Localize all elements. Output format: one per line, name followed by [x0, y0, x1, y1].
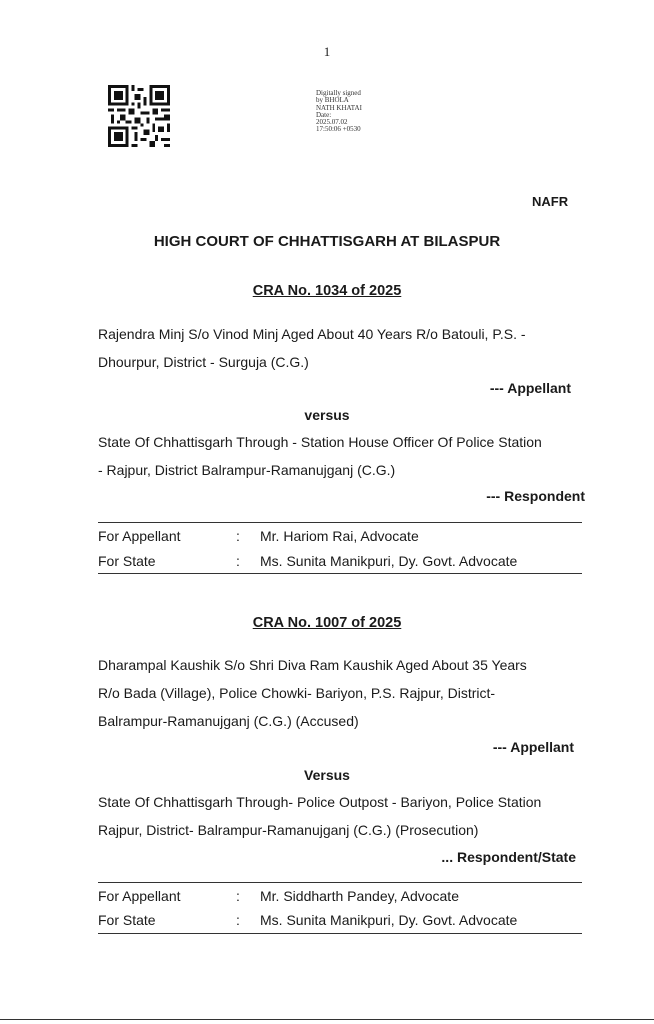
- signature-line: by BHOLA: [316, 96, 349, 105]
- case-title: CRA No. 1007 of 2025: [252, 615, 402, 631]
- counsel-separator: :: [236, 888, 240, 904]
- respondent-line: State Of Chhattisgarh Through- Police Outpost - Bariyon, Police Station: [98, 794, 542, 810]
- appellant-role: --- Appellant: [492, 739, 574, 755]
- signature-line: 2025.07.02: [316, 118, 348, 127]
- divider: [98, 933, 582, 934]
- signature-line: Date:: [316, 110, 332, 119]
- counsel-name: Ms. Sunita Manikpuri, Dy. Govt. Advocate: [260, 553, 518, 569]
- nafr-label: NAFR: [532, 194, 569, 209]
- case-title: CRA No. 1034 of 2025: [252, 283, 402, 299]
- appellant-role: --- Appellant: [489, 380, 571, 396]
- respondent-details: [98, 788, 598, 844]
- divider: [98, 522, 582, 523]
- counsel-name: Mr. Siddharth Pandey, Advocate: [260, 888, 459, 904]
- court-title: HIGH COURT OF CHHATTISGARH AT BILASPUR: [153, 233, 501, 250]
- respondent-line: State Of Chhattisgarh Through - Station House Officer Of Police Station: [98, 434, 542, 450]
- respondent-role: ... Respondent/State: [441, 849, 576, 865]
- counsel-label: For Appellant: [98, 888, 181, 904]
- divider: [98, 573, 582, 574]
- appellant-line: Dharampal Kaushik S/o Shri Diva Ram Kaushik Aged About 35 Years: [98, 657, 527, 673]
- counsel-name: Mr. Hariom Rai, Advocate: [260, 528, 419, 544]
- signature-line: NATH KHATAI: [316, 103, 362, 112]
- counsel-label: For State: [98, 912, 156, 928]
- respondent-details: [98, 428, 598, 484]
- counsel-separator: :: [236, 553, 240, 569]
- respondent-role: --- Respondent: [486, 488, 585, 504]
- appellant-line: Dhourpur, District - Surguja (C.G.): [98, 354, 309, 370]
- appellant-line: Rajendra Minj S/o Vinod Minj Aged About 40 Years R/o Batouli, P.S. -: [98, 326, 526, 342]
- versus-label: Versus: [304, 767, 350, 783]
- versus-label: versus: [304, 407, 350, 423]
- counsel-separator: :: [236, 912, 240, 928]
- digital-signature: [316, 90, 362, 134]
- counsel-name: Ms. Sunita Manikpuri, Dy. Govt. Advocate: [260, 912, 518, 928]
- appellant-line: Balrampur-Ramanujganj (C.G.) (Accused): [98, 713, 359, 729]
- signature-line: Digitally signed: [316, 89, 361, 97]
- counsel-label: For Appellant: [98, 528, 181, 544]
- appellant-line: R/o Bada (Village), Police Chowki- Bariyon, P.S. Rajpur, District-: [98, 685, 496, 701]
- qr-code: [108, 85, 170, 147]
- signature-line: 17:50:06 +0530: [316, 125, 361, 134]
- divider: [98, 882, 582, 883]
- respondent-line: - Rajpur, District Balrampur-Ramanujganj (C.G.): [98, 462, 396, 478]
- page-number: 1: [323, 44, 331, 59]
- appellant-details: [98, 320, 598, 376]
- page-bottom-edge: [0, 1019, 654, 1020]
- appellant-details: [98, 651, 598, 735]
- respondent-line: Rajpur, District- Balrampur-Ramanujganj (C.G.) (Prosecution): [98, 822, 479, 838]
- counsel-label: For State: [98, 553, 156, 569]
- counsel-separator: :: [236, 528, 240, 544]
